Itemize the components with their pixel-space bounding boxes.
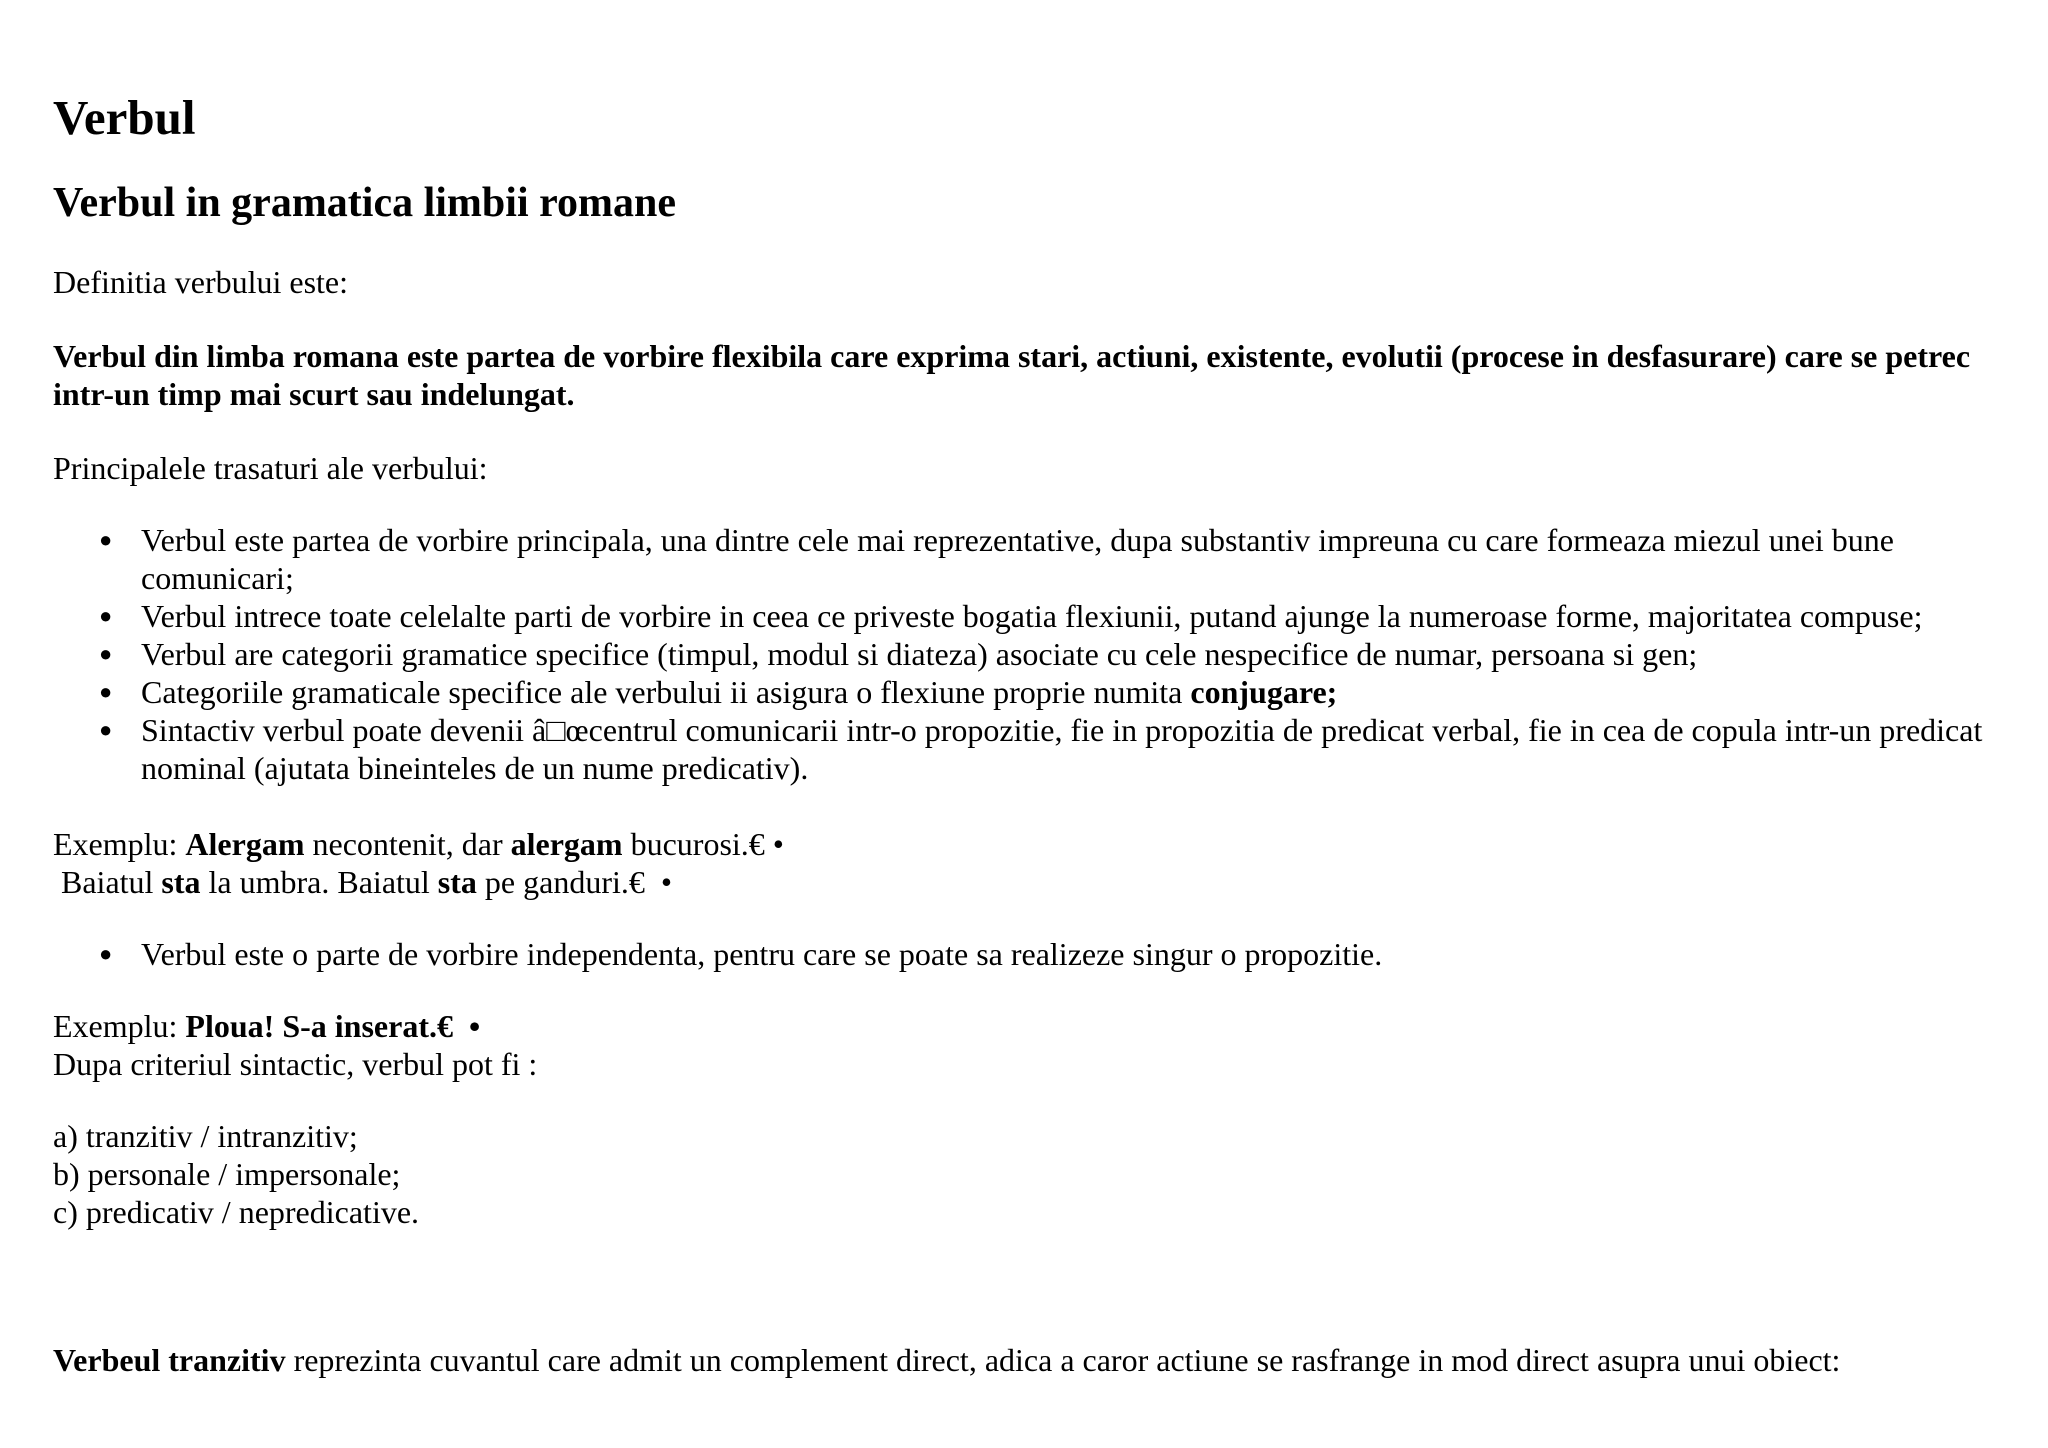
example-word: sta bbox=[161, 864, 201, 900]
definition-text: Verbul din limba romana este partea de vorbire flexibila care exprima stari, actiuni, existente, evolutii (procese in desfasurare) care se petrec intr-un timp mai scurt sau indelungat. bbox=[53, 338, 1971, 412]
list-item-bold: conjugare; bbox=[1190, 674, 1338, 710]
example-word: Ploua! S-a inserat.€ • bbox=[185, 1008, 481, 1044]
example-label: Exemplu: bbox=[53, 826, 186, 862]
list-item bbox=[53, 673, 2013, 711]
bullet-icon: ● bbox=[99, 641, 113, 666]
term: Verbeul tranzitiv bbox=[53, 1342, 286, 1378]
example-label: Exemplu: bbox=[53, 1008, 186, 1044]
features-list bbox=[53, 521, 2013, 787]
example-text: bucurosi.€ • bbox=[622, 826, 784, 862]
example-2 bbox=[53, 1007, 2013, 1045]
bullet-icon: ● bbox=[99, 603, 113, 628]
tranzitiv-definition bbox=[53, 1341, 2013, 1379]
criteria-item: a) tranzitiv / intranzitiv; bbox=[53, 1118, 358, 1154]
list-item bbox=[53, 521, 2013, 597]
list-item bbox=[53, 597, 2013, 635]
example-word: sta bbox=[437, 864, 477, 900]
list-item-text: Verbul intrece toate celelalte parti de vorbire in ceea ce priveste bogatia flexiunii, putand ajunge la numeroase forme, majoritatea compuse; bbox=[141, 598, 1923, 634]
definition-intro: Definitia verbului este: bbox=[53, 264, 349, 300]
example-text: pe ganduri.€ • bbox=[476, 864, 673, 900]
example-word: alergam bbox=[510, 826, 623, 862]
criteria-item: b) personale / impersonale; bbox=[53, 1156, 401, 1192]
list-item-text: Verbul este o parte de vorbire independenta, pentru care se poate sa realizeze singur o propozitie. bbox=[141, 936, 1383, 972]
features-intro: Principalele trasaturi ale verbului: bbox=[53, 450, 488, 486]
criteria-intro: Dupa criteriul sintactic, verbul pot fi : bbox=[53, 1046, 538, 1082]
features-list-extra bbox=[53, 935, 2013, 973]
example-1 bbox=[53, 825, 2013, 863]
bullet-icon: ● bbox=[99, 941, 113, 966]
term-definition: reprezinta cuvantul care admit un complement direct, adica a caror actiune se rasfrange in mod direct asupra unui obiect: bbox=[285, 1342, 1841, 1378]
list-item-text: Verbul are categorii gramatice specifice (timpul, modul si diateza) asociate cu cele nespecifice de numar, persoana si gen; bbox=[141, 636, 1698, 672]
example-text: necontenit, dar bbox=[304, 826, 511, 862]
page-title: Verbul bbox=[53, 90, 196, 145]
list-item-text: Sintactiv verbul poate devenii â□œcentrul comunicarii intr-o propozitie, fie in propozitia de predicat verbal, fie in cea de copula intr-un predicat nominal (ajutata bineinteles de un nume predicativ). bbox=[141, 712, 1983, 786]
list-item-text: Categoriile gramaticale specifice ale verbului ii asigura o flexiune proprie numita bbox=[141, 674, 1191, 710]
page-subtitle: Verbul in gramatica limbii romane bbox=[53, 180, 676, 226]
example-word: Alergam bbox=[185, 826, 305, 862]
example-text: la umbra. Baiatul bbox=[200, 864, 438, 900]
example-text: Baiatul bbox=[53, 864, 162, 900]
list-item-text: Verbul este partea de vorbire principala, una dintre cele mai reprezentative, dupa substantiv impreuna cu care formeaza miezul unei bune comunicari; bbox=[141, 522, 1894, 596]
bullet-icon: ● bbox=[99, 679, 113, 704]
list-item bbox=[53, 635, 2013, 673]
example-1b bbox=[53, 863, 2013, 901]
list-item bbox=[53, 935, 2013, 973]
list-item bbox=[53, 711, 2013, 787]
bullet-icon: ● bbox=[99, 717, 113, 742]
bullet-icon: ● bbox=[99, 527, 113, 552]
criteria-item: c) predicativ / nepredicative. bbox=[53, 1194, 420, 1230]
